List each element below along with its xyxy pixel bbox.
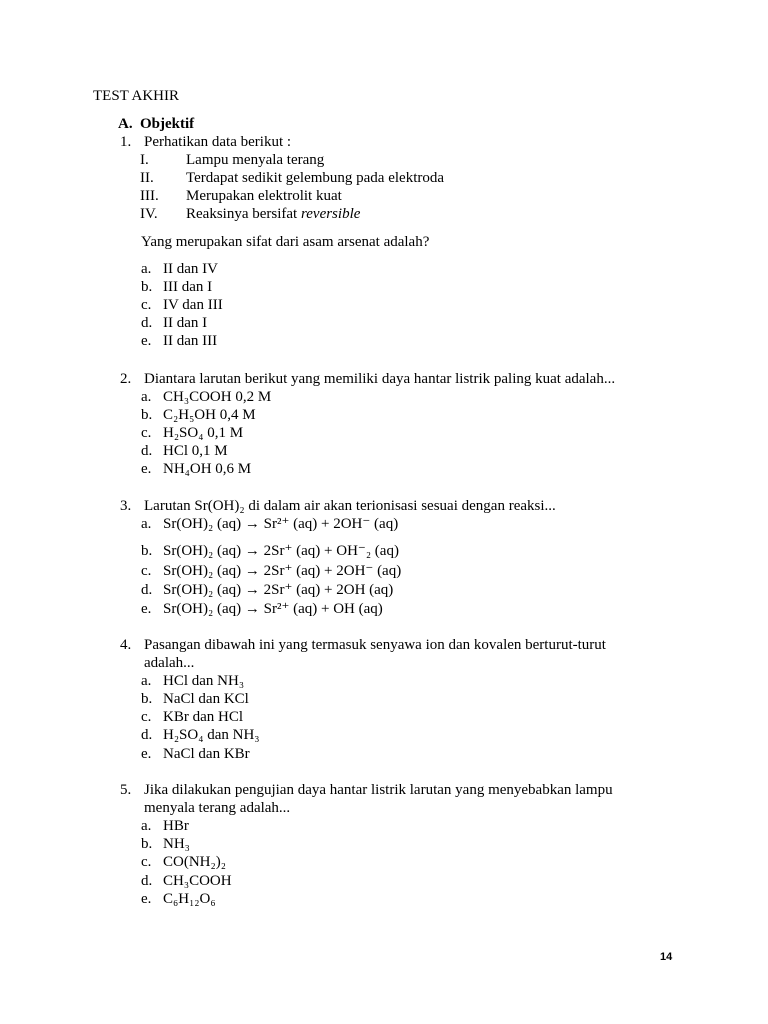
question-text-continued: adalah... — [144, 655, 195, 671]
question-text: Pasangan dibawah ini yang termasuk senyawa ion dan kovalen berturut-turut — [144, 637, 606, 653]
data-roman: I. — [140, 152, 149, 168]
data-item: Terdapat sedikit gelembung pada elektroda — [186, 170, 445, 186]
data-item: Lampu menyala terang — [186, 152, 325, 168]
option-letter: b. — [141, 543, 153, 559]
data-roman: II. — [140, 170, 154, 186]
question-text: Larutan Sr(OH)₂ di dalam air akan terionisasi sesuai dengan reaksi... — [144, 498, 556, 514]
option-text: HBr — [163, 818, 189, 834]
option-letter: c. — [141, 563, 152, 579]
question-number: 5. — [120, 782, 132, 798]
question-text: Diantara larutan berikut yang memiliki daya hantar listrik paling kuat adalah... — [144, 371, 616, 387]
option-text: KBr dan HCl — [163, 709, 243, 725]
question-prompt: Yang merupakan sifat dari asam arsenat adalah? — [141, 234, 430, 250]
data-roman: IV. — [140, 206, 158, 222]
option-letter: a. — [141, 818, 152, 834]
option-text: Sr(OH)₂ (aq) → 2Sr⁺ (aq) + OH⁻₂ (aq) — [163, 543, 399, 559]
question-text: Jika dilakukan pengujian daya hantar listrik larutan yang menyebabkan lampu — [144, 782, 613, 798]
option-letter: d. — [141, 443, 153, 459]
option-text: NaCl dan KCl — [163, 691, 249, 707]
data-item-text: Reaksinya bersifat — [186, 206, 298, 222]
option-letter: b. — [141, 279, 153, 295]
question-text: Perhatikan data berikut : — [144, 134, 292, 150]
option-letter: d. — [141, 315, 153, 331]
option-text: HCl dan NH₃ — [163, 673, 245, 689]
option-letter: c. — [141, 709, 152, 725]
option-letter: b. — [141, 836, 153, 852]
option-text: CO(NH₂)₂ — [163, 854, 226, 870]
option-letter: e. — [141, 333, 152, 349]
option-text: II dan IV — [163, 261, 218, 277]
option-text: H₂SO₄ dan NH₃ — [163, 727, 260, 743]
option-text: H₂SO₄ 0,1 M — [163, 425, 244, 441]
option-letter: b. — [141, 691, 153, 707]
document-title: TEST AKHIR — [93, 88, 179, 104]
option-letter: e. — [141, 461, 152, 477]
option-letter: a. — [141, 389, 152, 405]
option-text: CH₃COOH — [163, 873, 232, 889]
option-letter: c. — [141, 854, 152, 870]
question-number: 2. — [120, 371, 132, 387]
option-letter: e. — [141, 746, 152, 762]
option-text: NH₃ — [163, 836, 190, 852]
option-letter: d. — [141, 727, 153, 743]
section-letter: A. — [118, 116, 133, 132]
option-letter: a. — [141, 673, 152, 689]
page-number: 14 — [660, 951, 673, 963]
option-text: NaCl dan KBr — [163, 746, 250, 762]
option-letter: b. — [141, 407, 153, 423]
data-roman: III. — [140, 188, 159, 204]
data-item — [186, 205, 360, 223]
question-text-continued: menyala terang adalah... — [144, 800, 291, 816]
option-text: Sr(OH)₂ (aq) → Sr²⁺ (aq) + OH (aq) — [163, 601, 383, 617]
option-letter: d. — [141, 582, 153, 598]
question-number: 4. — [120, 637, 132, 653]
data-item: Merupakan elektrolit kuat — [186, 188, 342, 204]
option-text: III dan I — [163, 279, 213, 295]
option-letter: e. — [141, 601, 152, 617]
question-number: 3. — [120, 498, 132, 514]
option-letter: a. — [141, 516, 152, 532]
option-text: HCl 0,1 M — [163, 443, 228, 459]
option-letter: d. — [141, 873, 153, 889]
question-number: 1. — [120, 134, 132, 150]
option-text: Sr(OH)₂ (aq) → Sr²⁺ (aq) + 2OH⁻ (aq) — [163, 516, 399, 532]
option-letter: e. — [141, 891, 152, 907]
option-text: Sr(OH)₂ (aq) → 2Sr⁺ (aq) + 2OH (aq) — [163, 582, 394, 598]
option-text: CH₃COOH 0,2 M — [163, 389, 272, 405]
option-letter: c. — [141, 425, 152, 441]
data-item-italic: reversible — [300, 206, 361, 222]
option-text: IV dan III — [163, 297, 223, 313]
option-text: C₂H₅OH 0,4 M — [163, 407, 256, 423]
section-heading: Objektif — [140, 116, 195, 132]
option-letter: a. — [141, 261, 152, 277]
option-text: NH₄OH 0,6 M — [163, 461, 252, 477]
option-text: II dan I — [163, 315, 208, 331]
option-text: C₆H₁₂O₆ — [163, 891, 216, 907]
option-text: II dan III — [163, 333, 218, 349]
option-text: Sr(OH)₂ (aq) → 2Sr⁺ (aq) + 2OH⁻ (aq) — [163, 563, 402, 579]
option-letter: c. — [141, 297, 152, 313]
